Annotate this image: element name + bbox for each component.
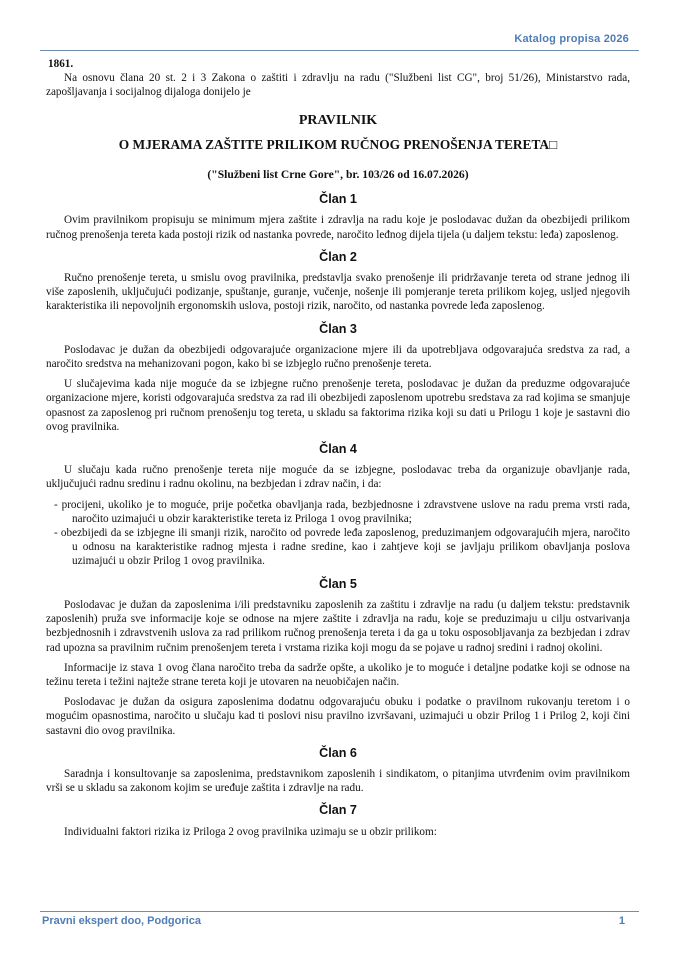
document-title: PRAVILNIK <box>298 112 378 128</box>
document-body <box>46 53 630 845</box>
article-heading: Član 7 <box>319 803 357 818</box>
article-paragraph: U slučaju kada ručno prenošenje tereta nije moguće da se izbjegne, poslodavac treba da organizuje obavljanje rada, uključujući radnu sredinu i radnu okolinu, na bezbjedan i zdrav način, i da: <box>46 464 630 491</box>
article-paragraph: Ručno prenošenje tereta, u smislu ovog pravilnika, predstavlja svako prenošenje ili pridržavanje tereta od strane jednog ili više zaposlenih, uključujući podizanje, spuštanje, guranje, vučenje, nošenje ili pomjeranje tereta prilikom kojeg, usljed njegovih karakteristika ili nepovoljnih ergonomskih uslova, postoji rizik, naročito, od nastanka povrede leđa zaposlenog. <box>46 272 630 313</box>
article-heading: Član 1 <box>319 192 357 207</box>
article-heading: Član 6 <box>319 745 357 760</box>
subtitle-text: O MJERAMA ZAŠTITE PRILIKOM RUČNOG PRENOŠENJA TERETA <box>118 136 550 152</box>
article-heading: Član 5 <box>319 576 357 591</box>
header-title: Katalog propisa 2026 <box>514 33 629 45</box>
article-paragraph: Saradnja i konsultovanje sa zaposlenima, predstavnikom zaposlenih i sindikatom, o pitanjima utvrđenim ovim pravilnikom vrši se u skladu sa zakonom kojim se uređuje zaštita i zdravlje na radu. <box>46 767 630 795</box>
document-number: 1861. <box>48 58 74 70</box>
footnote-box-icon: □ <box>549 136 558 152</box>
bullet-list <box>46 498 630 569</box>
footer-publisher: Pravni ekspert doo, Podgorica <box>42 915 201 927</box>
article-paragraph: Informacije iz stava 1 ovog člana naročito treba da sadrže opšte, a ukoliko je to moguće i detaljne podatke koji se odnose na težinu tereta i težini najteže strane tereta koji je utovaren na neuobičajen način. <box>46 661 630 688</box>
document-subtitle <box>46 138 630 152</box>
article-heading: Član 3 <box>319 321 357 336</box>
list-item: - obezbijedi da se izbjegne ili smanji rizik, naročito od povrede leđa zaposlenog, preduzimanjem odgovarajućih mjera, naročito u odnosu na karakteristike radnog mjesta i radne sredine, kao i zahtjeve koji se javljaju prilikom obavljanja poslova uzimajući u obzir Prilog 1 ovog pravilnika. <box>54 527 630 568</box>
article-paragraph: U slučajevima kada nije moguće da se izbjegne ručno prenošenje tereta, poslodavac je dužan da preduzme odgovarajuće organizacione mjere, koristi odgovarajuća sredstva za rad ili obezbijedi zaposlenom upotrebu sredstava za rad kojima se smanjuje opasnost za zaposlenog pri ručnom prenošenju tog tereta, u skladu sa faktorima rizika koji su dati u Prilogu 1 koje je sastavni dio ovog pravilnika. <box>46 378 630 433</box>
gazette-reference: ("Službeni list Crne Gore", br. 103/26 od 16.07.2026) <box>207 168 469 182</box>
list-item: - procijeni, ukoliko je to moguće, prije početka obavljanja rada, bezbjednosne i zdravstvene uslove na radu prema vrsti rada, naročito uzimajući u obzir karakteristike tereta iz Priloga 1 ovog pravilnika; <box>54 498 630 525</box>
article-heading: Član 4 <box>319 442 357 457</box>
article-paragraph: Ovim pravilnikom propisuju se minimum mjera zaštite i zdravlja na radu koje je poslodavac dužan da obezbijedi prilikom ručnog prenošenja tereta kada postoji rizik od nastanka povrede, naročito leđnog dijela tijela (u daljem tekstu: leđa) zaposlenog. <box>46 214 630 241</box>
page-number: 1 <box>618 915 625 927</box>
article-paragraph: Individualni faktori rizika iz Priloga 2 ovog pravilnika uzimaju se u obzir prilikom: <box>64 825 437 838</box>
article-paragraph: Poslodavac je dužan da osigura zaposlenima dodatnu odgovarajuću obuku i podatke o pravilnom rukovanju teretom i o mogućim opasnostima, naročito u slučaju kad ti poslovi nisu pravilno izvršavani, uzimajući u obzir Prilog 1 i Prilog 2, koji čini sastavni dio ovog pravilnika. <box>46 696 630 737</box>
page-footer <box>40 911 639 932</box>
article-paragraph: Poslodavac je dužan da obezbijedi odgovarajuće organizacione mjere ili da upotrebljava odgovarajuća sredstva za rad, a naročito sredstva na mehanizovani pogon, kako bi se izbjeglo ručno prenošenje tereta. <box>46 343 630 371</box>
page-header <box>40 30 639 51</box>
article-paragraph: Poslodavac je dužan da zaposlenima i/ili predstavniku zaposlenih za zaštitu i zdravlje na radu (u daljem tekstu: predstavnik zaposlenih) pruža sve informacije koje se odnose na mjere zaštite i zdravlja na radu, koje se preduzimaju u cilju ostvarivanja bezbjednosnih i zdravstvenih uslova za rad prilikom ručnog prenošenja tereta i da ga u toku osposobljavanja za bezbjedan i zdrav rad upozna sa pravilnim ručnim prenošenjem tereta i vrstama rizika koji mogu da se pojave u radnoj sredini i radnoj okolini. <box>46 598 630 654</box>
intro-paragraph: Na osnovu člana 20 st. 2 i 3 Zakona o zaštiti i zdravlju na radu ("Službeni list CG", broj 51/26), Ministarstvo rada, zapošljavanja i socijalnog dijaloga donijelo je <box>46 72 630 99</box>
article-heading: Član 2 <box>319 249 357 264</box>
